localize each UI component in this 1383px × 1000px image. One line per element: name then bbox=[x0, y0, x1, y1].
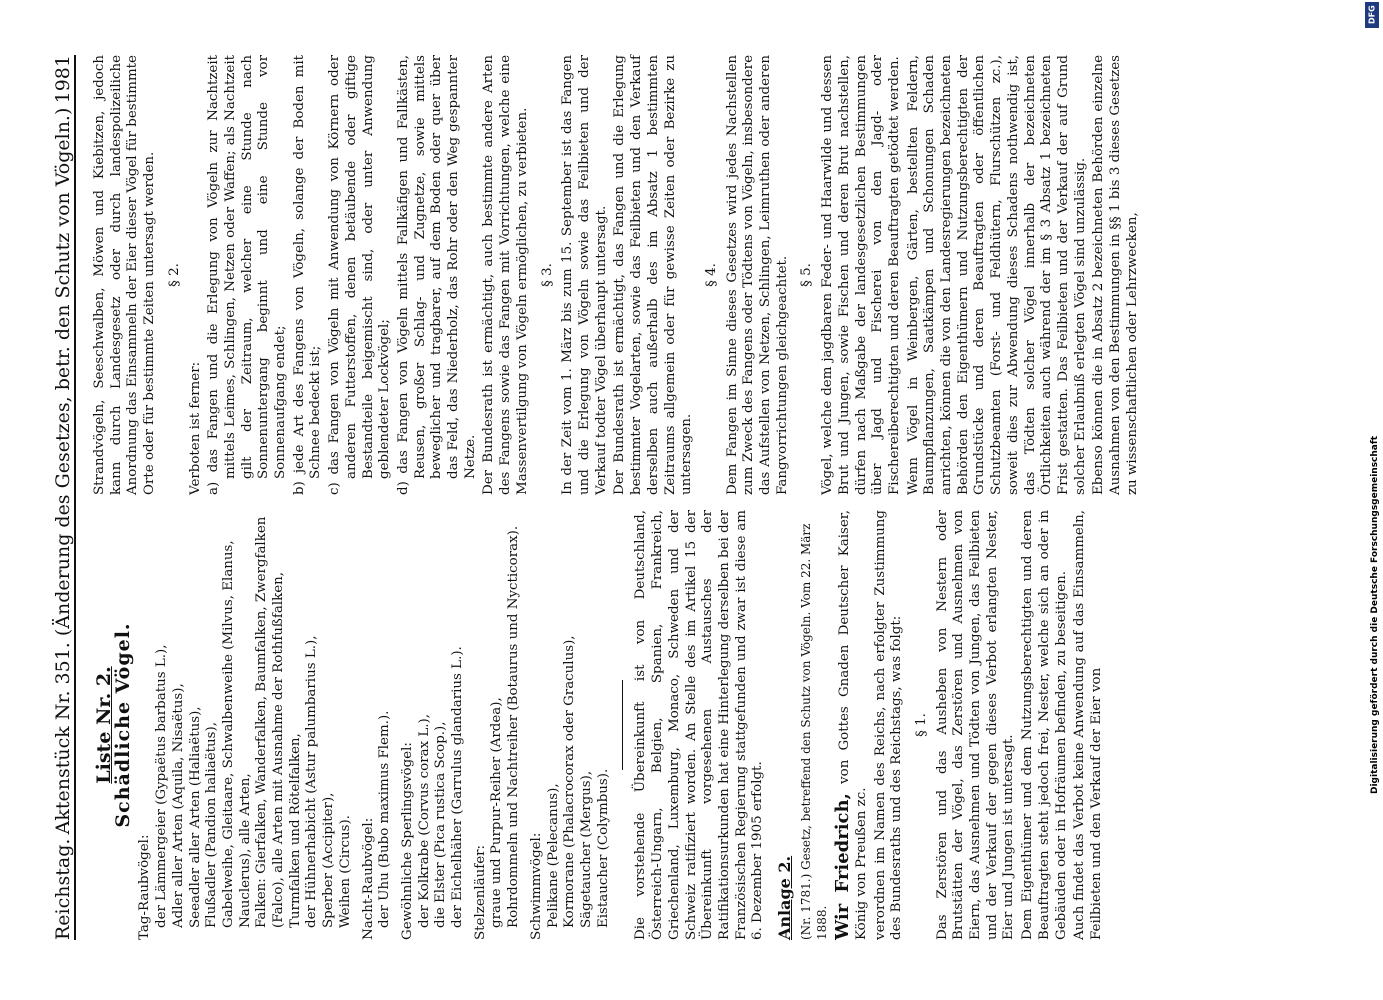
section-2-heading: § 2. bbox=[166, 263, 182, 287]
divider bbox=[622, 680, 623, 770]
section-1-paragraph-2: Dem Eigenthümer und dem Nutzungsberechtigten und deren Beauftragten steht jedoch frei, Nester, welche sich an oder in Gebäuden oder in Hofräumen befinden, zu beseitigen. bbox=[1020, 510, 1069, 940]
category-name: Schwimmvögel: bbox=[528, 832, 544, 940]
section-1-heading: § 1. bbox=[913, 713, 929, 737]
bird-species-item: graue und Purpur-Reiher (Ardea), bbox=[489, 697, 505, 928]
section-3-heading: § 3. bbox=[539, 263, 555, 287]
bird-species-item: Seeadler aller Arten (Haliaëtus), bbox=[187, 706, 203, 928]
law-reference: (Nr. 1781.) Gesetz, betreffend den Schutz von Vögeln. Vom 22. März 1888. bbox=[798, 523, 830, 940]
bird-species-item: der Kolkrabe (Corvus corax L.), bbox=[416, 713, 432, 928]
bird-species-item: der Hühnerhabicht (Astur palumbarius L.), bbox=[304, 635, 320, 928]
bird-species-item: Gabelweihe, Gleitaare, Schwalbenweihe (Milvus, Elanus, Nauclerus), alle Arten, bbox=[220, 540, 253, 928]
category-name: Stelzenläufer: bbox=[472, 844, 488, 940]
section-5-paragraph-2: Wenn Vögel in Weinbergen, Gärten, bestellten Feldern, Baumpflanzungen, Saatkämpen und Schonungen Schaden anrichten, können die von den Landesregierungen bezeichneten Behörden den Eigenthümern und Nutzungsberechtigten der Grundstücke und deren Beauftragten oder öffentlichen Schutzbeamten (Forst- und Feldhütern, Flurschützen zc.), soweit dies zur Abwendung dieses Schadens nothwendig ist, das Tödten solcher Vögel innerhalb der bezeichneten Örtlichkeiten auch während der im § 3 Absatz 1 bezeichneten Frist gestatten. Das Feilbieten und der Verkauf der auf Grund solcher Erlaubniß erlegten Vögel sind unzulässig. bbox=[905, 55, 1088, 495]
decree-paragraph: verordnen im Namen des Reichs, nach erfolgter Zustimmung des Bundesraths und des Reichstags, was folgt: bbox=[872, 510, 905, 940]
section-3-paragraph-1: In der Zeit vom 1. März bis zum 15. September ist das Fangen und die Erlegung von Vögeln sowie das Feilbieten und der Verkauf todter Vögel überhaupt untersagt. bbox=[560, 55, 609, 495]
bird-species-item: Sägetaucher (Mergus), bbox=[578, 770, 594, 928]
funding-note: Digitalisierung gefördert durch die Deutsche Forschungsgemeinschaft bbox=[1370, 435, 1380, 794]
bird-species-item: Weihen (Circus). bbox=[337, 815, 353, 928]
section-2-closing: Der Bundesrath ist ermächtigt, auch bestimmte andere Arten des Fangens sowie das Fangen mit Vorrichtungen, welche eine Massenvertilgung von Vögeln ermöglichen, zu verbieten. bbox=[481, 55, 530, 495]
bird-species-item: Sperber (Accipiter), bbox=[321, 792, 337, 928]
section-2-item-b: b) jede Art des Fangens von Vögeln, solange der Boden mit Schnee bedeckt ist; bbox=[291, 55, 324, 495]
bird-species-item: der Eichelhäher (Garrulus glandarius L.). bbox=[450, 646, 466, 928]
annex-title: Anlage 2. bbox=[775, 855, 795, 940]
preamble-rest: von Gottes Gnaden Deutscher Kaiser, König von Preußen zc. bbox=[837, 510, 869, 940]
category-items bbox=[546, 510, 613, 940]
preamble bbox=[832, 510, 870, 940]
bird-species-item: der Uhu (Bubo maximus Flem.). bbox=[377, 710, 393, 928]
bird-species-item: Rohrdommeln und Nachtreiher (Botaurus und Nycticorax). bbox=[506, 525, 522, 928]
dfg-logo-icon: DFG bbox=[1365, 2, 1379, 28]
section-5-heading: § 5. bbox=[799, 263, 815, 287]
category-items bbox=[377, 510, 394, 940]
bird-species-item: Adler aller Arten (Aquila, Nisaëtus), bbox=[170, 683, 186, 928]
bird-species-item: Falken: Gierfalken, Wanderfalken, Baumfalken, Zwergfalken (Falco), alle Arten mit Ausnahme der Rothfußfalken, Turmfalken und Rötelfalken, bbox=[254, 516, 303, 928]
bird-categories bbox=[137, 510, 612, 940]
bird-category bbox=[361, 510, 394, 940]
category-name: Nacht-Raubvögel: bbox=[360, 817, 376, 940]
bird-species-item: Eistaucher (Colymbus). bbox=[595, 768, 611, 928]
bird-species-item: der Lämmergeier (Gypaëtus barbatus L.), bbox=[154, 644, 170, 928]
category-items bbox=[489, 510, 522, 940]
continuation-paragraph: Strandvögeln, Seeschwalben, Möwen und Kiebitzen, jedoch kann durch Landesgesetz oder durch landespolizeiliche Anordnung das Einsammeln der Eier dieser Vögel für bestimmte Orte oder für bestimmte Zeiten untersagt werden. bbox=[92, 55, 158, 495]
list-subtitle: Schädliche Vögel. bbox=[111, 622, 134, 828]
section-4-paragraph-1: Dem Fangen im Sinne dieses Gesetzes wird jedes Nachstellen zum Zweck des Fangens oder Tödtens von Vögeln, insbesondere das Aufstellen von Netzen, Schlingen, Leimruthen oder anderen Fangvorrichtungen gleichgeachtet. bbox=[724, 55, 790, 495]
category-name: Gewöhnliche Sperlingsvögel: bbox=[399, 742, 415, 940]
page-header bbox=[40, 55, 76, 940]
bird-species-item: Kormorane (Phalacrocorax oder Graculus), bbox=[562, 635, 578, 928]
section-2-item-a: a) das Fangen und die Erlegung von Vögeln zur Nachtzeit mittels Leimes, Schlingen, Netzen oder Waffen; als Nachtzeit gilt der Zeitraum, welcher eine Stunde nach Sonnenuntergang beginnt und eine Stunde vor Sonnenaufgang endet; bbox=[206, 55, 289, 495]
section-3-paragraph-2: Der Bundesrath ist ermächtigt, das Fangen und die Erlegung bestimmter Vogelarten, sowie das Feilbieten und den Verkauf derselben auch außerhalb des im Absatz 1 bestimmten Zeitraums allgemein oder für gewisse Zeiten oder Bezirke zu untersagen. bbox=[612, 55, 695, 495]
section-1-paragraph-1: Das Zerstören und das Ausheben von Nestern oder Brutstätten der Vögel, das Zerstören und Ausnehmen von Eiern, das Ausnehmen und Tödten von Jungen, das Feilbieten und der Verkauf der gegen dieses Verbot erlangten Nester, Eier und Jungen ist untersagt. bbox=[934, 510, 1017, 940]
funding-sidebar bbox=[1361, 0, 1383, 1000]
section-2-item-c: c) das Fangen von Vögeln mit Anwendung von Körnern oder anderen Futterstoffen, denen betäubende oder giftige Bestandteile beigemischt sind, oder unter Anwendung geblendeter Lockvögel; bbox=[327, 55, 393, 495]
section-2-item-d: d) das Fangen von Vögeln mittels Fallkäfigen und Fallkästen, Reusen, großer Schlag- und Zugnetze, sowie mittels beweglicher und tragbarer, auf dem Boden oder quer über das Feld, das Niederholz, das Rohr oder den Weg gespannter Netze. bbox=[395, 55, 478, 495]
bird-species-item: die Elster (Pica rustica Scop.), bbox=[433, 721, 449, 928]
list-title: Liste Nr. 2. bbox=[93, 666, 115, 784]
header-left: Reichstag. bbox=[52, 838, 74, 940]
section-5-paragraph-1: Vögel, welche dem jagdbaren Feder- und Haarwilde und dessen Brut und Jungen, sowie Fischen und deren Brut nachstellen, dürfen nach Maßgabe der landesgesetzlichen Bestimmungen über Jagd und Fischerei von den Jagd- oder Fischereiberechtigten und deren Beauftragten getödtet werden. bbox=[820, 55, 902, 495]
category-items bbox=[417, 510, 467, 940]
treaty-paragraph: Die vorstehende Übereinkunft ist von Deutschland, Österreich-Ungarn, Belgien, Spanien, Frankreich, Griechenland, Luxemburg, Monaco, Schweden und der Schweiz ratifiziert worden. An Stelle des im Artikel 15 der Übereinkunft vorgesehenen Austausches der Ratifikationsurkunden hat eine Hinterlegung derselben bei der Französischen Regierung stattgefunden und zwar ist diese am 6. Dezember 1905 erfolgt. bbox=[633, 510, 766, 940]
bird-species-item: Pelikane (Pelecanus), bbox=[545, 783, 561, 928]
category-name: Tag-Raubvögel: bbox=[137, 834, 153, 940]
section-2-lead: Verboten ist ferner: bbox=[187, 361, 203, 495]
section-5-paragraph-3: Ebenso können die in Absatz 2 bezeichneten Behörden einzelne Ausnahmen von den Bestimmungen in §§ 1 bis 3 dieses Gesetzes zu wissenschaftlichen oder Lehrzwecken, bbox=[1091, 55, 1140, 495]
section-1-paragraph-3: Auch findet das Verbot keine Anwendung auf das Einsammeln, Feilbieten und den Verkauf der Eier von bbox=[1072, 510, 1104, 940]
page-number: 1981 bbox=[52, 55, 74, 104]
bird-species-item: Flußadler (Pandion haliaëtus), bbox=[204, 721, 220, 928]
right-column bbox=[92, 55, 1143, 495]
section-4-heading: § 4. bbox=[703, 263, 719, 287]
preamble-name: Wir Friedrich, bbox=[832, 793, 854, 940]
bird-category bbox=[473, 510, 523, 940]
left-column bbox=[92, 510, 1108, 940]
bird-category bbox=[137, 510, 354, 940]
header-center: Aktenstück Nr. 351. (Änderung des Gesetzes, betr. den Schutz von Vögeln.) bbox=[52, 107, 74, 835]
bird-category bbox=[400, 510, 467, 940]
bird-category bbox=[529, 510, 613, 940]
category-items bbox=[154, 510, 354, 940]
